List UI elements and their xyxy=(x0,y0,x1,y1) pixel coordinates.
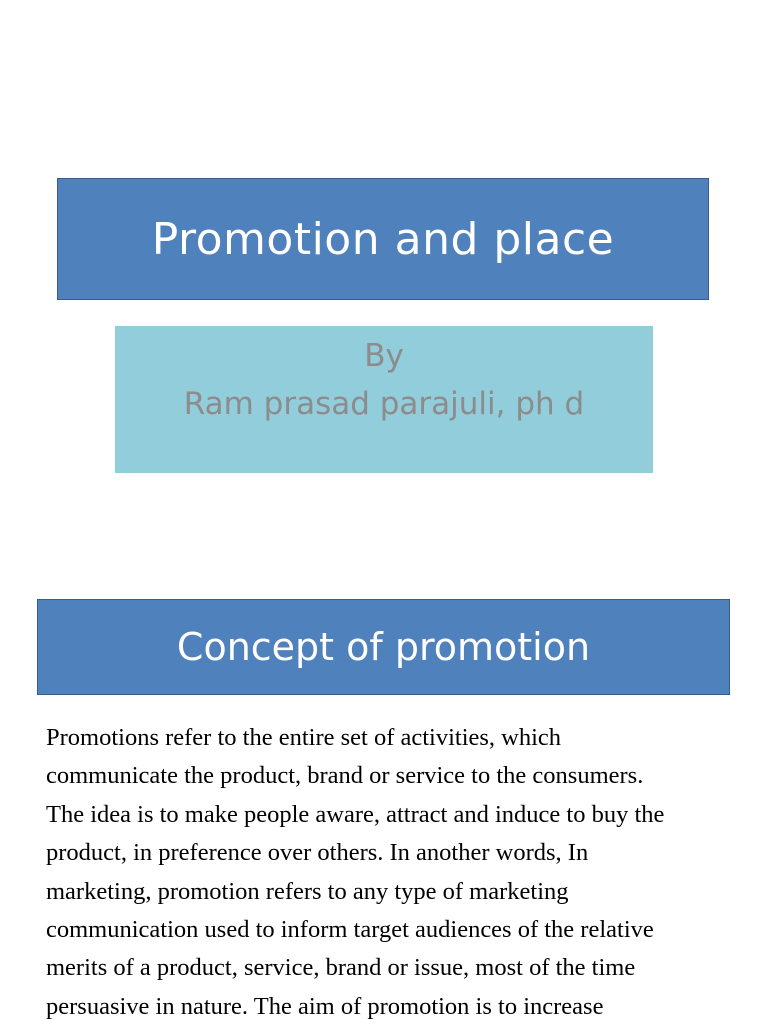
body-line: persuasive in nature. The aim of promotion is to increase xyxy=(46,992,604,1020)
body-line: communication used to inform target audiences of the relative xyxy=(46,916,654,944)
body-line: The idea is to make people aware, attract and induce to buy the xyxy=(46,800,665,828)
author-by-label: By xyxy=(364,338,404,374)
section-heading: Concept of promotion xyxy=(176,625,591,669)
body-line: merits of a product, service, brand or issue, most of the time xyxy=(46,954,636,982)
slide-title: Promotion and place xyxy=(151,213,615,265)
body-line: communicate the product, brand or service to the consumers. xyxy=(46,762,644,790)
author-name: Ram prasad parajuli, ph d xyxy=(183,386,585,422)
body-line: product, in preference over others. In another words, In xyxy=(46,839,589,867)
body-line: Promotions refer to the entire set of activities, which xyxy=(46,724,562,751)
section-heading-box xyxy=(37,599,730,695)
author-box xyxy=(115,326,653,473)
slide-title-box xyxy=(57,178,709,300)
body-line: marketing, promotion refers to any type of marketing xyxy=(46,877,569,905)
body-paragraph xyxy=(46,719,736,1026)
